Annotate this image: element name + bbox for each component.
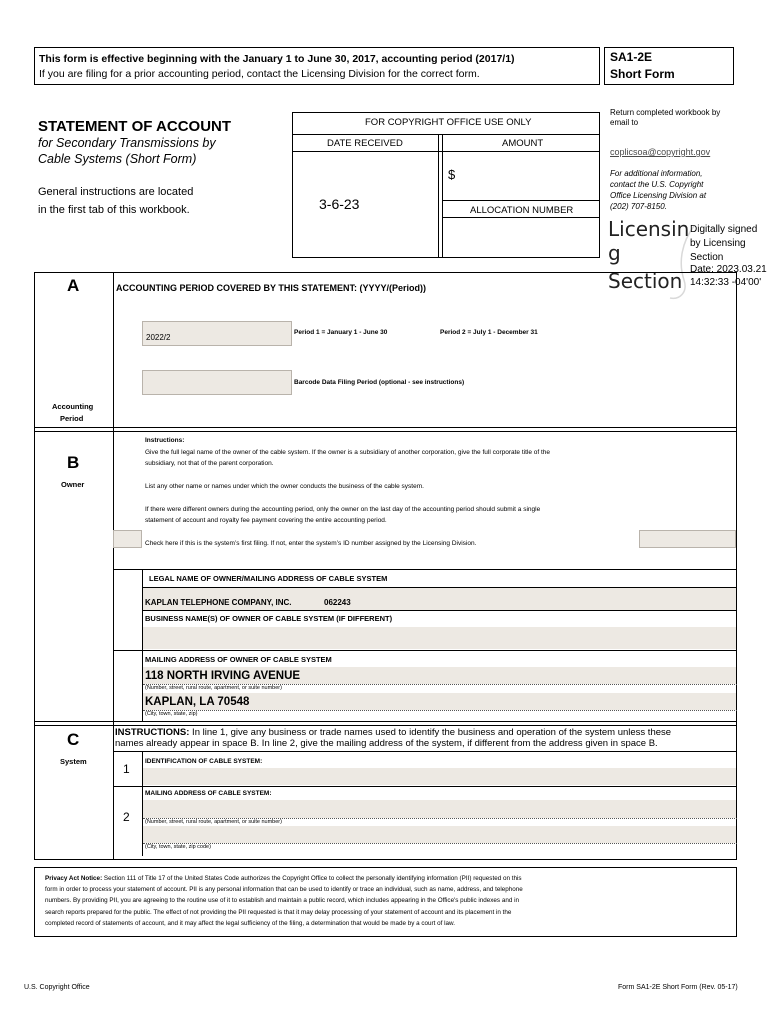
accounting-period-value: 2022/2 <box>146 333 171 342</box>
amount-label: AMOUNT <box>502 138 544 149</box>
form-title: STATEMENT OF ACCOUNT <box>38 118 232 135</box>
info-line2: contact the U.S. Copyright <box>610 180 704 189</box>
section-a-letter: A <box>67 276 80 295</box>
info-line3: Office Licensing Division at <box>610 191 707 200</box>
system-street-caption: (Number, street, rural route, apartment, or suite number) <box>145 819 282 825</box>
period2-definition: Period 2 = July 1 - December 31 <box>440 329 538 336</box>
date-received-value: 3-6-23 <box>319 196 360 212</box>
signature-name-line2: g <box>608 241 621 265</box>
section-b-letter: B <box>67 453 80 472</box>
system-instructions-text2: names already appear in space B. In line 2, give the mailing address of the system, if different from the address given in space B. <box>115 738 658 750</box>
return-instructions-line1: Return completed workbook by <box>610 108 721 117</box>
system-instructions <box>115 727 671 750</box>
effective-notice-line2: If you are filing for a prior accounting period, contact the Licensing Division for the correct form. <box>39 68 480 80</box>
system-identification-field[interactable] <box>143 768 736 785</box>
privacy-notice-line3: numbers. By providing PII, you are agreeing to the routine use of it to establish and maintain a public record, which includes appearing in the Office's public indexes and in <box>45 897 519 905</box>
system-line2-number: 2 <box>123 810 130 824</box>
general-instructions-line2: in the first tab of this workbook. <box>38 204 190 216</box>
system-city-field[interactable] <box>143 826 736 843</box>
form-code: SA1-2E <box>610 50 653 64</box>
owner-mailing-heading: MAILING ADDRESS OF OWNER OF CABLE SYSTEM <box>145 655 332 664</box>
barcode-filing-period-field[interactable] <box>142 370 292 395</box>
date-received-label: DATE RECEIVED <box>327 138 403 149</box>
amount-value: $ <box>448 167 456 182</box>
owner-instruction-1b: subsidiary, not that of the parent corporation. <box>145 460 274 467</box>
general-instructions-line1: General instructions are located <box>38 186 194 198</box>
owner-instruction-1a: Give the full legal name of the owner of the cable system. If the owner is a subsidiary of another corporation, give the full corporate title of the <box>145 449 551 456</box>
privacy-notice-line4: search reports prepared for the public. The effect of not providing the PII requested is that it may delay processing of your statement of account and its placement in the <box>45 908 512 916</box>
system-line1-number: 1 <box>123 762 130 776</box>
accounting-period-heading: ACCOUNTING PERIOD COVERED BY THIS STATEMENT: (YYYY/(Period)) <box>116 283 427 293</box>
privacy-notice-line5: completed record of statements of account, and it may affect the legal sufficiency of the filing, a determination that would be made by a court of law. <box>45 919 455 927</box>
system-instructions-bold: INSTRUCTIONS: <box>115 727 190 738</box>
privacy-notice-bold: Privacy Act Notice: <box>45 875 103 882</box>
footer-office: U.S. Copyright Office <box>24 984 90 991</box>
system-street-field[interactable] <box>143 800 736 818</box>
section-c-label: System <box>60 757 87 766</box>
owner-instructions-heading: Instructions: <box>145 437 185 444</box>
owner-street-value: 118 NORTH IRVING AVENUE <box>145 670 301 682</box>
allocation-number-label: ALLOCATION NUMBER <box>470 205 574 216</box>
signature-name-line3: Section <box>608 269 683 293</box>
signature-text-line3: Section <box>690 252 724 263</box>
owner-name-value: KAPLAN TELEPHONE COMPANY, INC. <box>145 598 292 607</box>
signature-text-line1: Digitally signed <box>690 224 758 235</box>
business-names-field[interactable] <box>143 627 736 649</box>
system-id-field[interactable] <box>639 530 736 548</box>
form-type: Short Form <box>610 67 675 81</box>
info-line1: For additional information, <box>610 169 703 178</box>
section-a-label-line1: Accounting <box>52 402 94 411</box>
owner-city-caption: (City, town, state, zip) <box>145 711 198 717</box>
barcode-filing-period-label: Barcode Data Filing Period (optional - see instructions) <box>294 379 465 386</box>
signature-text-line4: Date: 2023.03.21 <box>690 264 767 275</box>
first-filing-label: Check here if this is the system’s first filing. If not, enter the system’s ID number assigned by the Licensing Division. <box>145 540 477 547</box>
legal-name-heading: LEGAL NAME OF OWNER/MAILING ADDRESS OF CABLE SYSTEM <box>149 574 388 583</box>
business-names-heading: BUSINESS NAME(S) OF OWNER OF CABLE SYSTEM (IF DIFFERENT) <box>145 614 393 623</box>
privacy-notice-line1: Section 111 of Title 17 of the United States Code authorizes the Copyright Office to collect the personally identifying information (PII) requested on this <box>102 875 522 882</box>
effective-notice-line1: This form is effective beginning with the January 1 to June 30, 2017, accounting period (2017/1) <box>39 53 515 65</box>
section-a-label-line2: Period <box>60 414 84 423</box>
return-instructions-line2: email to <box>610 118 639 127</box>
period1-definition: Period 1 = January 1 - June 30 <box>294 329 388 336</box>
footer-form-revision: Form SA1-2E Short Form (Rev. 05-17) <box>618 984 738 991</box>
owner-instruction-3b: statement of account and royalty fee payment covering the entire accounting period. <box>145 517 387 524</box>
owner-system-id-value: 062243 <box>324 598 351 607</box>
system-city-caption: (City, town, state, zip code) <box>145 844 211 850</box>
privacy-notice-line2: form in order to process your statement of account. PII is any personal information that can be used to identify or trace an individual, such as name, address, and telephone <box>45 886 523 894</box>
owner-instruction-2: List any other name or names under which the owner conducts the business of the cable system. <box>145 483 424 490</box>
privacy-notice <box>45 873 523 929</box>
system-mailing-label: MAILING ADDRESS OF CABLE SYSTEM: <box>145 790 272 797</box>
section-c-letter: C <box>67 730 80 749</box>
email-link[interactable]: coplicsoa@copyright.gov <box>610 147 711 157</box>
signature-text-line5: 14:32:33 -04'00' <box>690 277 762 288</box>
system-instructions-text1: In line 1, give any business or trade names used to identify the business and operation of the system unless these <box>189 727 672 738</box>
info-line4: (202) 707-8150. <box>610 202 667 211</box>
form-subtitle-line1: for Secondary Transmissions by <box>38 136 216 150</box>
form-subtitle-line2: Cable Systems (Short Form) <box>38 152 197 166</box>
section-b-label: Owner <box>61 480 85 489</box>
signature-text-line2: by Licensing <box>690 238 746 249</box>
owner-street-caption: (Number, street, rural route, apartment, or suite number) <box>145 685 282 691</box>
system-identification-label: IDENTIFICATION OF CABLE SYSTEM: <box>145 758 263 765</box>
signature-name-line1: Licensin <box>608 217 690 241</box>
owner-city-value: KAPLAN, LA 70548 <box>145 696 250 708</box>
office-use-heading: FOR COPYRIGHT OFFICE USE ONLY <box>365 117 532 128</box>
first-filing-checkbox[interactable] <box>113 530 142 548</box>
owner-instruction-3a: If there were different owners during the accounting period, only the owner on the last day of the accounting period should submit a single <box>145 506 541 513</box>
